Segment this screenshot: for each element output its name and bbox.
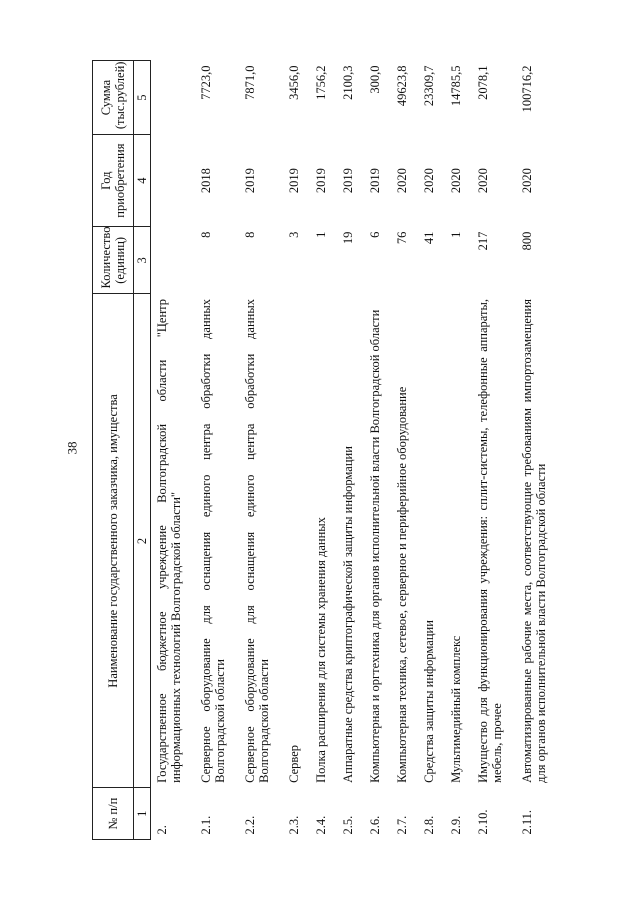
item-sum: 3456,0 xyxy=(287,65,302,100)
property-table xyxy=(92,60,560,840)
item-sum: 2100,3 xyxy=(341,65,356,100)
row-number: 2.6. xyxy=(368,815,383,835)
row-number: 2.2. xyxy=(243,815,258,835)
item-name: Компьютерная и оргтехника для органов исполнительной власти Волгоградской области xyxy=(368,309,383,783)
row-number: 2.9. xyxy=(448,815,463,835)
item-year: 2020 xyxy=(421,168,436,194)
row-number: 2.7. xyxy=(394,815,409,835)
item-sum: 7871,0 xyxy=(243,65,258,100)
page-number-text: 38 xyxy=(64,441,80,455)
item-name: Сервер xyxy=(287,744,302,783)
item-quantity: 1 xyxy=(314,231,329,238)
item-name: Средства защиты информации xyxy=(421,620,436,783)
item-name: Государственное бюджетное учреждение Волгоградской области "Центр информационных технологий Волгоградской области" xyxy=(155,299,183,783)
row-number: 2.5. xyxy=(341,815,356,835)
table-row xyxy=(516,61,560,840)
column-number: 1 xyxy=(134,788,151,840)
item-year: 2018 xyxy=(199,168,214,194)
item-year xyxy=(151,135,196,227)
item-quantity: 217 xyxy=(475,231,490,251)
item-quantity: 8 xyxy=(243,231,258,238)
row-number: 2.8. xyxy=(421,815,436,835)
table-row xyxy=(239,61,283,840)
column-number: 5 xyxy=(134,61,151,135)
column-number: 2 xyxy=(134,294,151,788)
item-sum: 49623,8 xyxy=(394,65,409,107)
item-name: Компьютерная техника, сетевое, серверное и периферийное оборудование xyxy=(394,386,409,783)
table-row xyxy=(364,61,391,840)
item-year: 2019 xyxy=(243,168,258,194)
header-sum: Сумма (тыс.рублей) xyxy=(93,61,134,135)
item-year: 2019 xyxy=(287,168,302,194)
table-row xyxy=(283,61,310,840)
column-number: 4 xyxy=(134,135,151,227)
table-container xyxy=(92,60,560,840)
table-row xyxy=(195,61,239,840)
item-sum xyxy=(151,61,196,135)
table-header-row xyxy=(93,61,134,840)
header-year: Год приобретения xyxy=(93,135,134,227)
item-quantity xyxy=(151,227,196,294)
table-column-numbers-row xyxy=(134,61,151,840)
item-quantity: 41 xyxy=(421,231,436,245)
item-year: 2019 xyxy=(314,168,329,194)
table-row xyxy=(310,61,337,840)
item-name: Полка расширения для системы хранения данных xyxy=(314,517,329,783)
header-no: № п/п xyxy=(93,788,134,840)
item-quantity: 19 xyxy=(341,231,356,245)
column-number: 3 xyxy=(134,227,151,294)
item-quantity: 76 xyxy=(394,231,409,245)
table-row xyxy=(337,61,364,840)
item-year: 2019 xyxy=(341,168,356,194)
row-number: 2.3. xyxy=(287,815,302,835)
header-qty: Количество (единиц) xyxy=(93,227,134,294)
item-year: 2019 xyxy=(368,168,383,194)
item-sum: 100716,2 xyxy=(519,65,534,113)
item-sum: 2078,1 xyxy=(475,65,490,100)
row-number: 2.10. xyxy=(475,809,490,835)
item-name: Автоматизированные рабочие места, соответствующие требованиям импортозамещения для органов исполнительной власти Волгоградской области xyxy=(519,299,548,783)
table-row xyxy=(418,61,445,840)
item-year: 2020 xyxy=(519,168,534,194)
item-sum: 300,0 xyxy=(368,65,383,94)
item-quantity: 800 xyxy=(519,231,534,251)
page-number xyxy=(66,440,79,456)
item-quantity: 6 xyxy=(368,231,383,238)
row-number: 2.1. xyxy=(199,815,214,835)
item-sum: 7723,0 xyxy=(199,65,214,100)
item-sum: 14785,5 xyxy=(448,65,463,107)
item-quantity: 8 xyxy=(199,231,214,238)
item-quantity: 1 xyxy=(448,231,463,238)
item-name: Мультимедийный комплекс xyxy=(448,635,463,783)
item-quantity: 3 xyxy=(287,231,302,238)
item-name: Имущество для функционирования учреждения: сплит-системы, телефонные аппараты, мебель, прочее xyxy=(475,299,504,783)
item-name: Серверное оборудование для оснащения единого центра обработки данных Волгоградской области xyxy=(243,299,272,783)
row-number: 2.4. xyxy=(314,815,329,835)
item-sum: 1756,2 xyxy=(314,65,329,100)
table-row xyxy=(445,61,472,840)
table-body xyxy=(151,61,561,840)
row-number: 2. xyxy=(155,825,169,835)
item-name: Серверное оборудование для оснащения единого центра обработки данных Волгоградской области xyxy=(199,299,228,783)
item-year: 2020 xyxy=(394,168,409,194)
rotated-table-frame xyxy=(92,60,560,840)
table-row xyxy=(472,61,516,840)
item-year: 2020 xyxy=(475,168,490,194)
row-number: 2.11. xyxy=(519,809,534,835)
header-name: Наименование государственного заказчика, имущества xyxy=(93,294,134,788)
item-name: Аппаратные средства криптографической защиты информации xyxy=(341,446,356,783)
item-sum: 23309,7 xyxy=(421,65,436,107)
table-row xyxy=(151,61,196,840)
item-year: 2020 xyxy=(448,168,463,194)
table-row xyxy=(391,61,418,840)
